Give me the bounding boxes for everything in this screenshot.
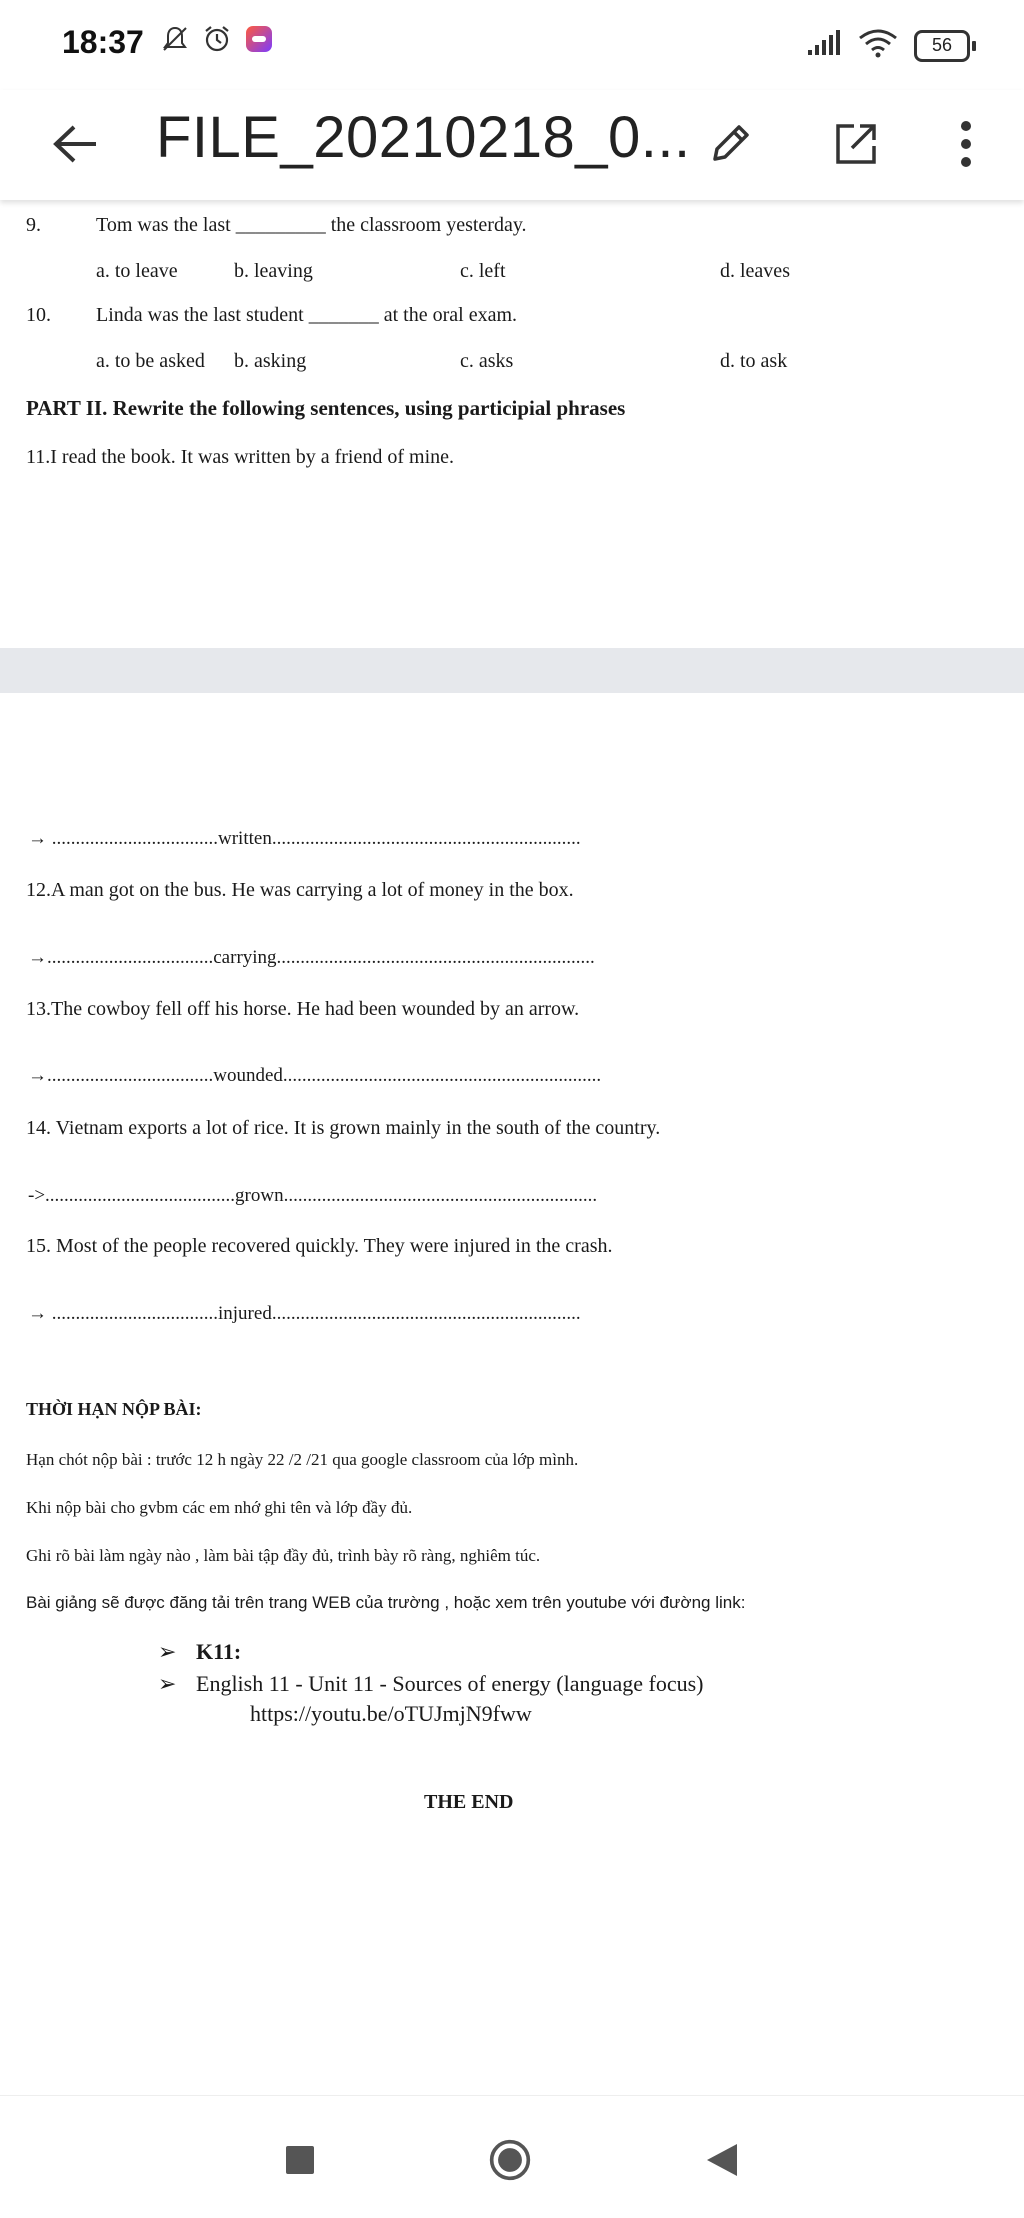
the-end: THE END (424, 1791, 514, 1813)
back-arrow-icon[interactable] (44, 112, 108, 176)
app-toolbar (0, 90, 1024, 200)
q9-option-d: d. leaves (720, 260, 790, 282)
wifi-icon (858, 28, 898, 63)
q11-text: 11.I read the book. It was written by a friend of mine. (26, 446, 455, 468)
q10-option-a: a. to be asked (96, 350, 205, 372)
q12-text: 12.A man got on the bus. He was carrying a lot of money in the box. (26, 879, 574, 901)
q13-text: 13.The cowboy fell off his horse. He had been wounded by an arrow. (26, 998, 580, 1020)
bullet-k11: K11: (196, 1639, 242, 1664)
back-triangle-icon[interactable] (700, 2138, 744, 2182)
recents-square-icon[interactable] (278, 2138, 322, 2182)
q15-answer-line: → ...................................injured................................................................. (28, 1303, 581, 1324)
app-notification-icon (244, 24, 274, 59)
signal-icon (806, 30, 842, 61)
q10-option-b: b. asking (234, 350, 307, 372)
status-right-icons (806, 28, 976, 63)
q11-answer-line: → ...................................written................................................................. (28, 828, 581, 849)
q15-text: 15. Most of the people recovered quickly. They were injured in the crash. (26, 1235, 613, 1257)
home-circle-icon[interactable] (488, 2138, 532, 2182)
q9-option-a: a. to leave (96, 260, 178, 282)
deadline-line-2: Khi nộp bài cho gvbm các em nhớ ghi tên và lớp đầy đủ. (26, 1498, 413, 1517)
bullet-arrow-1: ➢ (158, 1639, 177, 1664)
q10-option-d: d. to ask (720, 350, 788, 372)
more-vert-icon[interactable] (934, 112, 998, 176)
navigation-bar (0, 2095, 1024, 2218)
bullet-lesson-title: English 11 - Unit 11 - Sources of energy (language focus) (196, 1671, 704, 1696)
deadline-line-1: Hạn chót nộp bài : trước 12 h ngày 22 /2 /21 qua google classroom của lớp mình. (26, 1450, 579, 1469)
alarm-icon (202, 24, 232, 59)
open-external-icon[interactable] (824, 112, 888, 176)
q12-answer-line: →...................................carrying................................................................... (28, 947, 595, 968)
status-time: 18:37 (62, 24, 144, 60)
q14-text: 14. Vietnam exports a lot of rice. It is grown mainly in the south of the country. (26, 1117, 661, 1139)
deadline-line-4: Bài giảng sẽ được đăng tải trên trang WEB của trường , hoặc xem trên youtube với đường link: (26, 1593, 746, 1612)
battery-icon (914, 30, 976, 62)
bullet-arrow-2: ➢ (158, 1671, 177, 1696)
q9-option-c: c. left (460, 260, 506, 282)
q10-number: 10. (26, 304, 51, 326)
edit-pencil-icon[interactable] (698, 112, 762, 176)
q13-answer-line: →...................................wounded................................................................... (28, 1065, 602, 1086)
q9-number: 9. (26, 214, 41, 236)
q9-option-b: b. leaving (234, 260, 313, 282)
status-bar (0, 0, 1024, 90)
file-title: FILE_20210218_0... (156, 105, 691, 170)
deadline-heading: THỜI HẠN NỘP BÀI: (26, 1399, 202, 1419)
status-left-icons (160, 24, 274, 59)
part2-heading: PART II. Rewrite the following sentences, using participial phrases (26, 396, 626, 420)
youtube-link[interactable]: https://youtu.be/oTUJmjN9fww (250, 1701, 532, 1726)
q9-text: Tom was the last _________ the classroom yesterday. (96, 214, 527, 236)
page-separator (0, 648, 1024, 693)
q14-answer-line: ->........................................grown.................................................................. (28, 1185, 598, 1206)
deadline-line-3: Ghi rõ bài làm ngày nào , làm bài tập đầy đủ, trình bày rõ ràng, nghiêm túc. (26, 1546, 541, 1565)
q10-text: Linda was the last student _______ at the oral exam. (96, 304, 518, 326)
notifications-off-icon (160, 24, 190, 59)
battery-level: 56 (914, 30, 970, 62)
q10-option-c: c. asks (460, 350, 514, 372)
